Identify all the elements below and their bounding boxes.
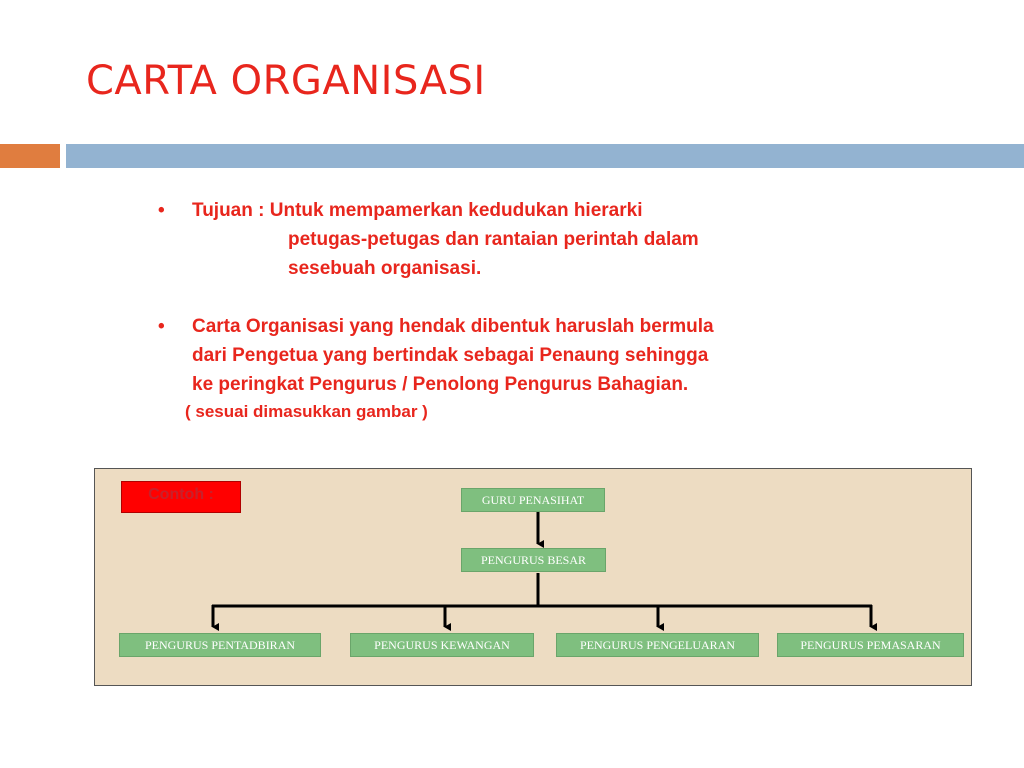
node-guru-penasihat: GURU PENASIHAT — [461, 488, 605, 512]
bullet-item-purpose — [158, 196, 858, 283]
node-pengurus-kewangan: PENGURUS KEWANGAN — [350, 633, 534, 657]
bullet-list — [158, 196, 858, 425]
org-chart-frame — [94, 468, 972, 686]
node-pengurus-besar: PENGURUS BESAR — [461, 548, 606, 572]
bullet-marker: • — [158, 316, 165, 337]
node-pengurus-pengeluaran: PENGURUS PENGELUARAN — [556, 633, 759, 657]
accent-bar-orange — [0, 144, 60, 168]
bullet-line: sesebuah organisasi. — [288, 258, 482, 279]
bullet-line: Carta Organisasi yang hendak dibentuk haruslah bermula — [192, 316, 714, 337]
slide-title: CARTA ORGANISASI — [86, 58, 486, 104]
bullet-item-structure — [158, 312, 858, 399]
example-label: Contoh : — [121, 481, 241, 513]
note-text: ( sesuai dimasukkan gambar ) — [185, 402, 428, 421]
accent-bar-blue — [66, 144, 1024, 168]
node-pengurus-pentadbiran: PENGURUS PENTADBIRAN — [119, 633, 321, 657]
node-pengurus-pemasaran: PENGURUS PEMASARAN — [777, 633, 964, 657]
bullet-line: petugas-petugas dan rantaian perintah dalam — [288, 229, 699, 250]
bullet-marker: • — [158, 200, 165, 221]
bullet-line: dari Pengetua yang bertindak sebagai Penaung sehingga — [192, 345, 709, 366]
bullet-line: Tujuan : Untuk mempamerkan kedudukan hierarki — [192, 200, 643, 221]
bullet-line: ke peringkat Pengurus / Penolong Pengurus Bahagian. — [192, 374, 689, 395]
